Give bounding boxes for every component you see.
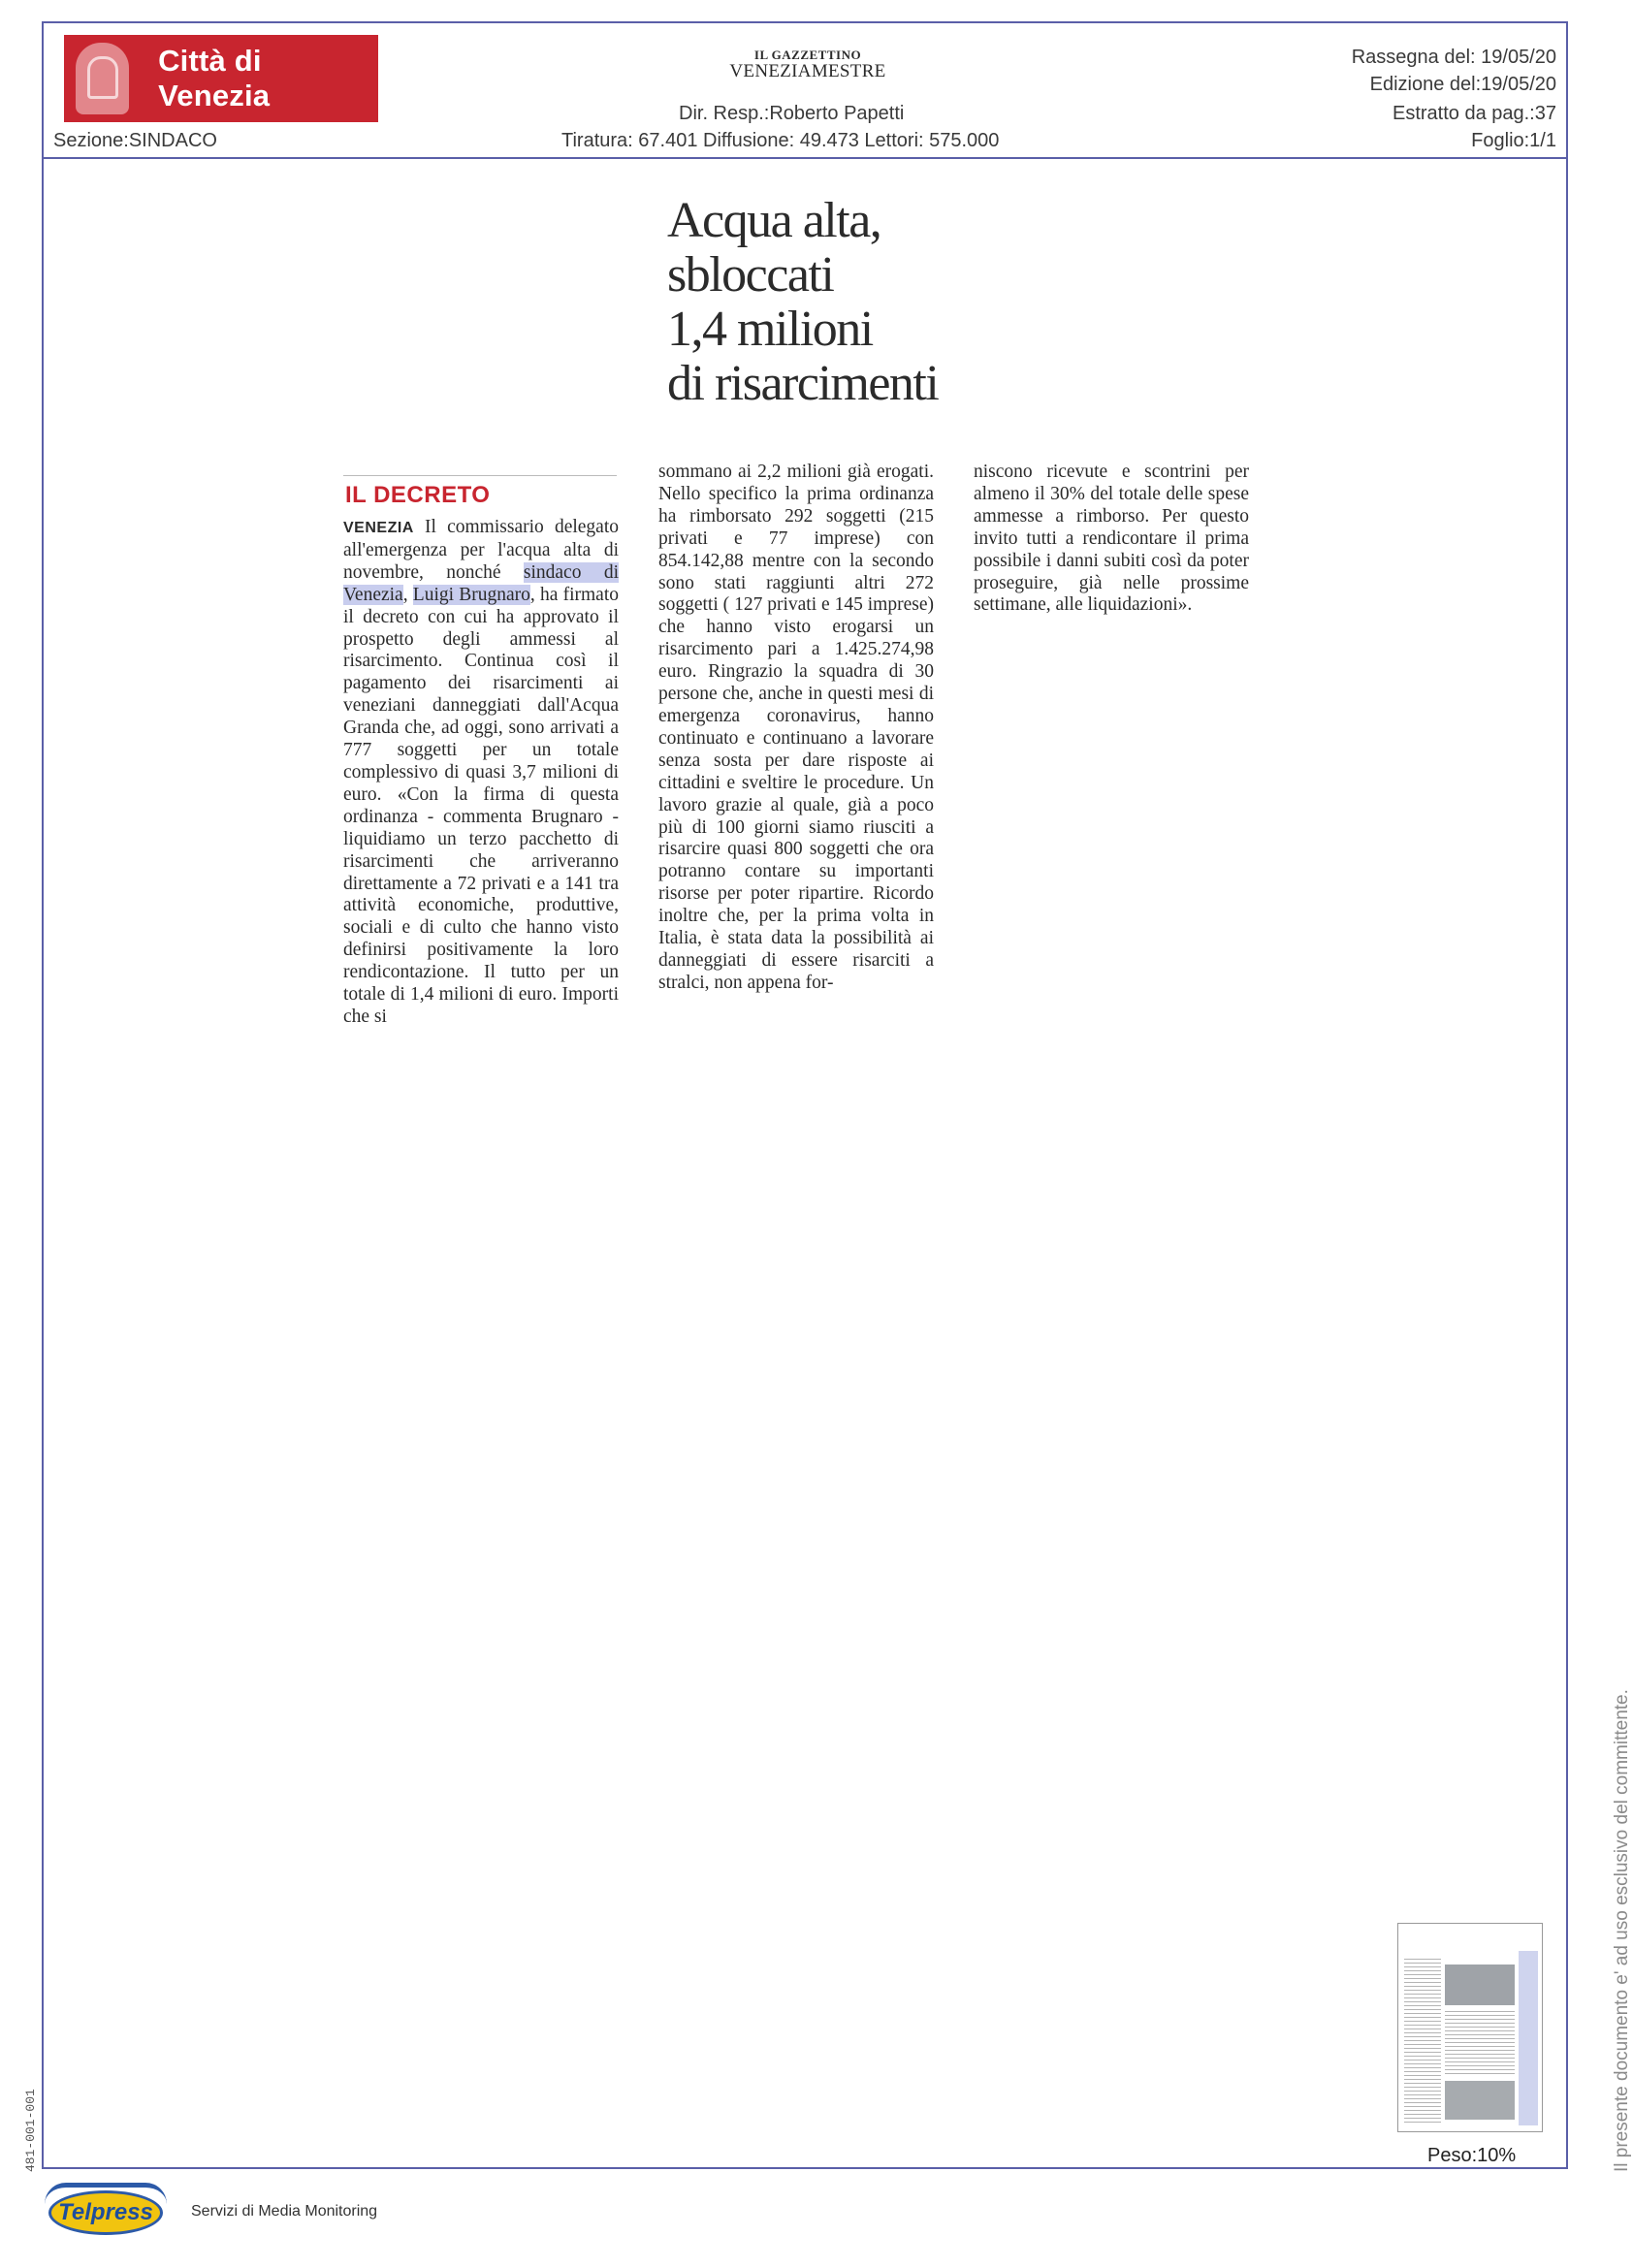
column-text: Il commissario delegato all'emergenza per l'acqua alta di novembre, nonché (343, 517, 619, 583)
masthead-top: IL GAZZETTINO (753, 48, 862, 62)
headline-line: Acqua alta, (667, 193, 881, 248)
highlighted-term: Luigi Brugnaro (412, 584, 530, 605)
section-label: Sezione:SINDACO (53, 130, 217, 151)
thumbnail-photo (1445, 2081, 1515, 2120)
article-column-2: sommano ai 2,2 milioni già erogati. Nello specifico la prima ordinanza ha rimborsato 292 soggetti (215 privati e 77 imprese) con 854.142,88 mentre con la secondo sono stati raggiunti altri 272 soggetti ( 127 privati e 145 imprese) che hanno visto erogarsi un risarcimento pari a 1.425.274,98 euro. Ringrazio la squadra di 30 persone che, anche in questi mesi di emergenza coronavirus, hanno continuato e continuano a lavorare senza sosta per dare risposte ai cittadini e sveltire le procedure. Un lavoro grazie al quale, già a poco più di 100 giorni siamo riusciti a risarcire quasi 800 soggetti che ora potranno contare su importanti risorse per poter ripartire. Ricordo inoltre che, per la prima volta in Italia, è stata data la possibilità ai danneggiati di essere risarciti a stralci, non appena for- (658, 462, 934, 993)
footer-tagline: Servizi di Media Monitoring (191, 2203, 378, 2220)
article-column-1 (343, 517, 619, 1029)
highlighted-term: sindaco di Venezia (343, 561, 619, 605)
masthead-bottom: VENEZIAMESTRE (729, 61, 886, 81)
thumbnail-photo (1445, 1965, 1515, 2005)
dateline: VENEZIA (343, 520, 414, 536)
rassegna-date: Rassegna del: 19/05/20 (1351, 47, 1556, 68)
document-code: 481-001-001 (23, 2089, 38, 2172)
peso-label: Peso:10% (1427, 2145, 1517, 2166)
kicker-rule (343, 475, 617, 476)
director-line: Dir. Resp.:Roberto Papetti (679, 103, 905, 124)
circulation-line: Tiratura: 67.401 Diffusione: 49.473 Lettori: 575.000 (561, 130, 1000, 151)
venezia-crest-icon (76, 43, 129, 114)
telpress-badge (48, 2190, 163, 2235)
citta-di-venezia-logo (64, 35, 378, 122)
headline-line: sbloccati (667, 247, 834, 303)
column-text: , (402, 584, 413, 605)
thumbnail-text-block (1404, 1959, 1441, 2124)
thumbnail-highlight-column (1519, 1951, 1538, 2125)
column-text: , ha firmato il decreto con cui ha approvato il prospetto degli ammessi al risarcimento. Continua così il pagamento dei risarcimenti ai veneziani danneggiati dall'Acqua Granda che, ad oggi, sono arrivati a 777 soggetti per un totale complessivo di quasi 3,7 milioni di euro. «Con la firma di questa ordinanza - commenta Brugnaro - liquidiamo un terzo pacchetto di risarcimenti che arriveranno direttamente a 72 privati e a 141 tra attività economiche, produttive, sociali e di culto che hanno visto definirsi positivamente la loro rendicontazione. Il tutto per un totale di 1,4 milioni di euro. Importi che si (343, 584, 619, 1027)
headline-line: 1,4 milioni (667, 302, 873, 357)
article-headline (667, 194, 997, 411)
header-divider (42, 157, 1568, 159)
estratto-page: Estratto da pag.:37 (1392, 103, 1556, 124)
telpress-logo (45, 2183, 167, 2239)
edizione-date: Edizione del:19/05/20 (1369, 74, 1556, 95)
headline-line: di risarcimenti (667, 356, 939, 411)
article-column-3: niscono ricevute e scontrini per almeno il 30% del totale delle spese ammesse a rimborso. Per questo invito tutti a rendicontare il prima possibile i danni subiti così da poter proseguire, già nelle prossime settimane, alle liquidazioni». (974, 462, 1249, 616)
thumbnail-text-block (1445, 2011, 1515, 2075)
article-kicker: IL DECRETO (345, 482, 491, 508)
usage-notice: Il presente documento e' ad uso esclusivo del committente. (1612, 1689, 1632, 2172)
telpress-brand: Telpress (58, 2199, 153, 2225)
page-thumbnail (1397, 1923, 1543, 2132)
foglio-count: Foglio:1/1 (1471, 130, 1556, 151)
newspaper-masthead (725, 48, 890, 81)
logo-text: Città di Venezia (158, 44, 271, 112)
